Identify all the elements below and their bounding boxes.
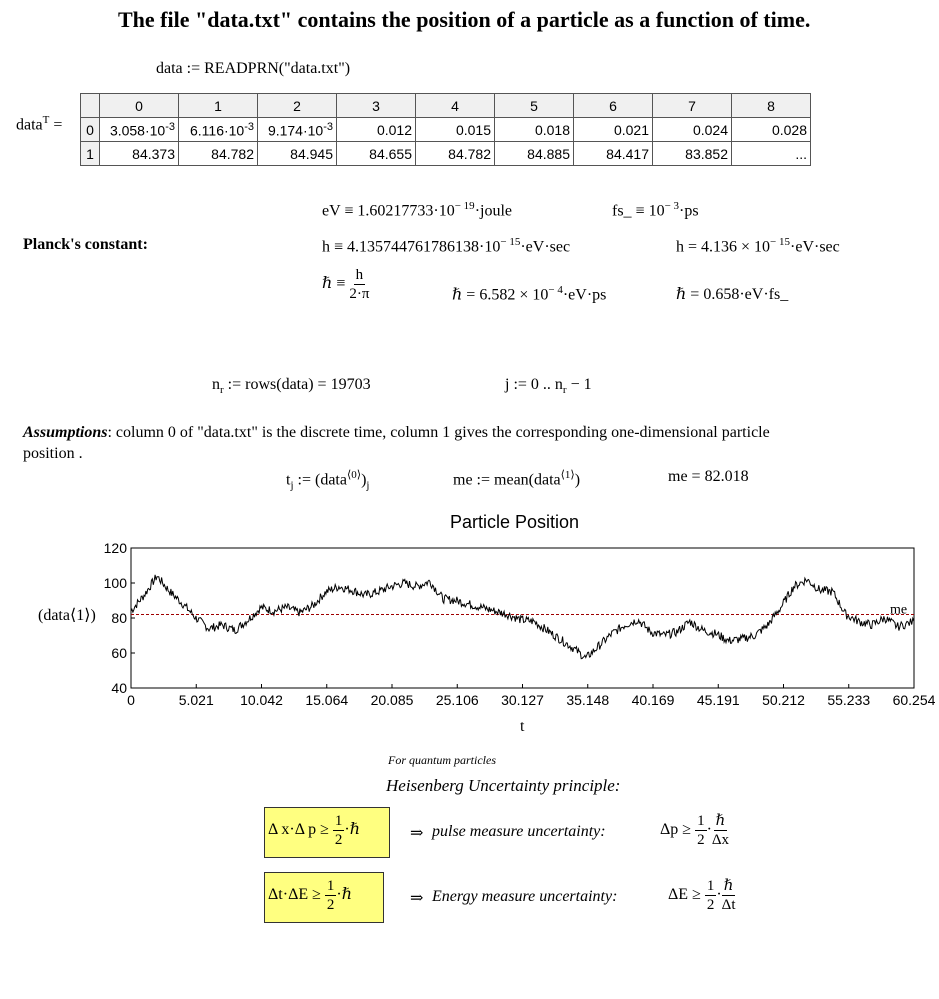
x-tick-label: 50.212 — [762, 692, 805, 708]
hbar-result-fs[interactable]: ℏ = 0.658·eV·fs_ — [676, 286, 789, 303]
x-tick-label: 25.106 — [435, 692, 479, 708]
dp-inequality: Δp ≥ $\frac{1}{2}$ · $\frac{\text{ℏ}}{\Delta x}$ — [660, 813, 730, 848]
row-header: 0 — [81, 118, 100, 142]
y-tick-label: 120 — [103, 540, 127, 556]
chart-xlabel: t — [520, 718, 525, 735]
mean-label: me — [890, 602, 908, 618]
x-tick-label: 10.042 — [240, 692, 283, 708]
table-cell[interactable]: 84.945 — [258, 142, 337, 166]
page-title: The file "data.txt" contains the position of a particle as a function of time. — [118, 7, 811, 32]
read-expression[interactable]: data := READPRN("data.txt") — [156, 60, 351, 77]
table-cell[interactable]: 84.373 — [100, 142, 179, 166]
table-cell[interactable]: 0.028 — [732, 118, 811, 142]
table-cell[interactable]: $3.058\cdot 10^{-3}$ — [100, 118, 179, 142]
table-label: data$^T$ = — [16, 114, 63, 134]
xp-inequality: Δ x·Δ p ≥ $\frac{1}{2}$ ·ℏ — [268, 813, 361, 848]
ev-definition[interactable]: eV ≡ $1.60217733\cdot 10^{- 19}\cdot joule$ — [322, 200, 513, 220]
x-tick-label: 55.233 — [827, 692, 871, 708]
y-tick-label: 100 — [103, 575, 127, 591]
col-header: 4 — [416, 94, 495, 118]
x-tick-label: 15.064 — [305, 692, 349, 708]
fs-definition[interactable]: fs_ ≡ $10^{- 3}\cdot ps$ — [612, 200, 699, 220]
table-cell[interactable]: 84.782 — [179, 142, 258, 166]
hbar-result-ps[interactable]: ℏ = $6.582 \times 10^{- 4}\cdot eV\cdot ps$ — [452, 284, 607, 304]
x-tick-label: 60.254 — [892, 692, 936, 708]
x-tick-label: 30.127 — [501, 692, 544, 708]
chart-ylabel: (data⟨1⟩) — [38, 607, 96, 624]
table-cell[interactable]: $6.116\cdot 10^{-3}$ — [179, 118, 258, 142]
table-cell[interactable]: 0.021 — [574, 118, 653, 142]
implies-arrow-1: ⇒ — [410, 825, 424, 842]
h-result[interactable]: $h = 4.136 \times 10^{- 15}\cdot eV\cdot\sec$ — [676, 236, 840, 256]
table-cell[interactable]: ... — [732, 142, 811, 166]
table-cell[interactable]: 84.655 — [337, 142, 416, 166]
implies-arrow-2: ⇒ — [410, 890, 424, 907]
table-cell[interactable]: $9.174\cdot 10^{-3}$ — [258, 118, 337, 142]
table-cell[interactable]: 84.885 — [495, 142, 574, 166]
col-header: 1 — [179, 94, 258, 118]
table-cell[interactable]: 0.024 — [653, 118, 732, 142]
table-cell[interactable]: 0.015 — [416, 118, 495, 142]
x-tick-label: 5.021 — [178, 692, 214, 708]
col-header: 8 — [732, 94, 811, 118]
te-inequality: Δt·ΔE ≥ $\frac{1}{2}$ ·ℏ — [268, 878, 353, 913]
de-inequality: ΔE ≥ $\frac{1}{2}$ · $\frac{\text{ℏ}}{\Delta t}$ — [668, 878, 736, 913]
hbar-definition[interactable]: ℏ ≡ $\frac{h}{2\cdot\pi}$ — [322, 267, 370, 302]
me-result[interactable]: me = 82.018 — [668, 468, 749, 485]
table-cell[interactable]: 0.012 — [337, 118, 416, 142]
col-header: 2 — [258, 94, 337, 118]
pulse-text: pulse measure uncertainty: — [432, 823, 606, 840]
chart-title: Particle Position — [450, 512, 580, 532]
x-tick-label: 20.085 — [370, 692, 414, 708]
energy-text: Energy measure uncertainty: — [432, 888, 618, 905]
col-header: 5 — [495, 94, 574, 118]
table-cell[interactable]: 84.782 — [416, 142, 495, 166]
col-header: 7 — [653, 94, 732, 118]
heisenberg-title: Heisenberg Uncertainty principle: — [386, 776, 621, 795]
y-tick-label: 80 — [111, 610, 127, 626]
position-chart[interactable] — [0, 540, 939, 740]
table-row — [81, 118, 811, 142]
col-header: 6 — [574, 94, 653, 118]
table-corner — [81, 94, 100, 118]
planck-label: Planck's constant: — [23, 236, 148, 253]
x-tick-label: 45.191 — [696, 692, 740, 708]
col-header: 3 — [337, 94, 416, 118]
table-header-row — [81, 94, 811, 118]
x-tick-label: 0 — [127, 692, 135, 708]
me-definition[interactable]: me := mean(data$^{⟨1⟩}$) — [453, 469, 581, 489]
x-tick-label: 40.169 — [631, 692, 675, 708]
t-definition[interactable]: $t_j$ := $(data^{⟨0⟩})_j$ — [286, 469, 370, 492]
table-row — [81, 142, 811, 166]
data-table[interactable] — [80, 93, 811, 166]
y-tick-label: 40 — [111, 680, 127, 696]
table-cell[interactable]: 83.852 — [653, 142, 732, 166]
col-header: 0 — [100, 94, 179, 118]
quantum-note: For quantum particles — [388, 753, 496, 767]
table-cell[interactable]: 0.018 — [495, 118, 574, 142]
row-header: 1 — [81, 142, 100, 166]
rows-expression[interactable]: $n_r$ := rows(data) = 19703 — [212, 376, 371, 397]
range-expression[interactable]: j := 0 .. $n_r - 1$ — [505, 376, 592, 397]
assumptions-text: Assumptions: column 0 of "data.txt" is the discrete time, column 1 gives the corresponding one-dimensional particle position . — [23, 424, 770, 462]
x-tick-label: 35.148 — [566, 692, 610, 708]
h-definition[interactable]: $h \equiv 4.135744761786138\cdot 10^{- 15}\cdot eV\cdot\sec$ — [322, 236, 571, 256]
table-cell[interactable]: 84.417 — [574, 142, 653, 166]
y-tick-label: 60 — [111, 645, 127, 661]
